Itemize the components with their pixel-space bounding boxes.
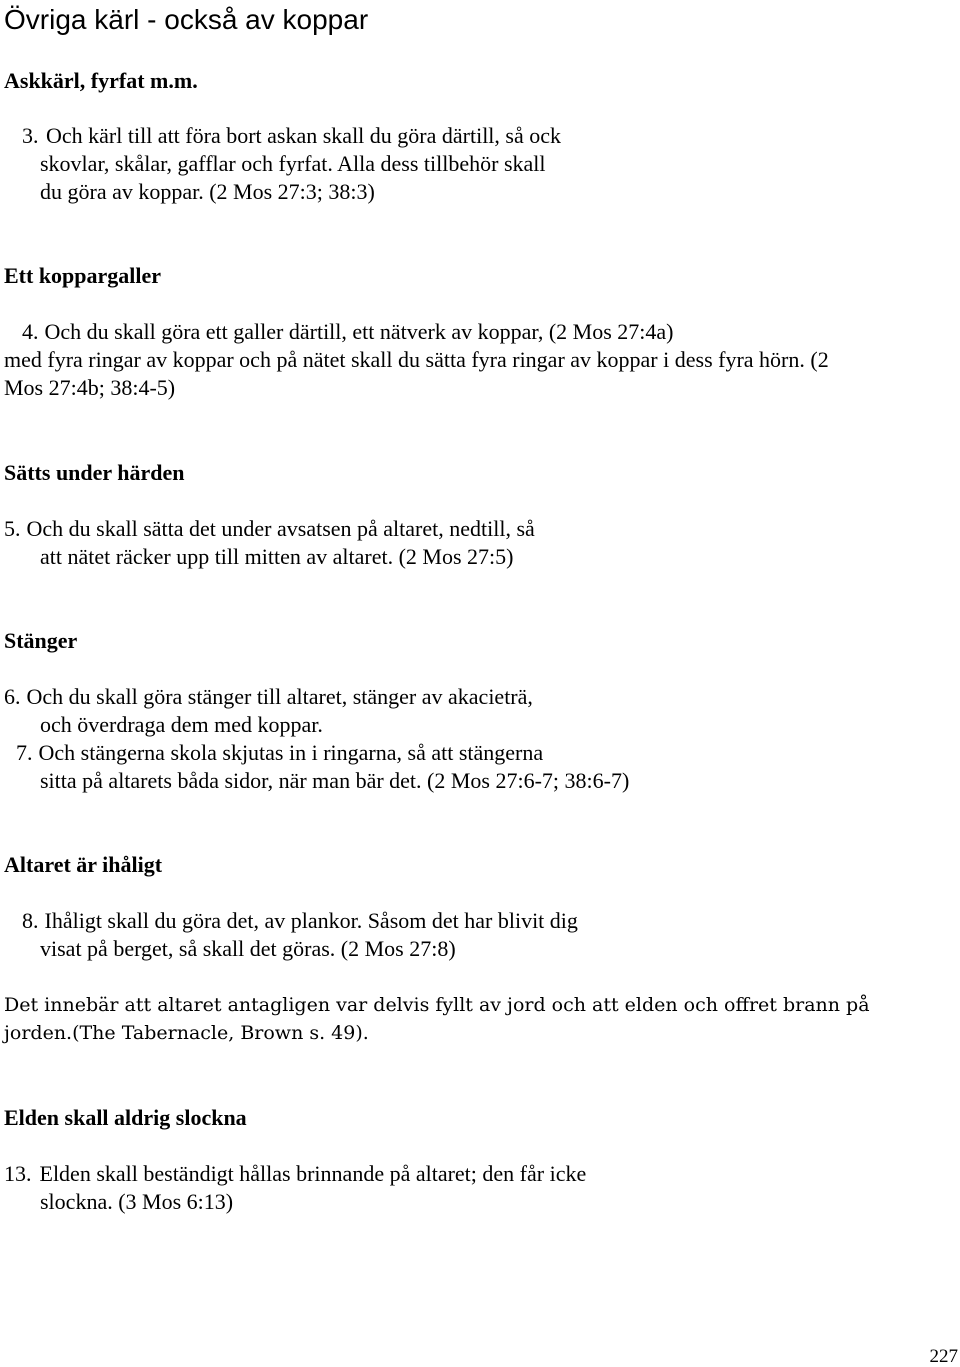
verse-line: [22, 122, 561, 150]
verse-number: 13.: [4, 1161, 32, 1186]
section-heading-askkarl: Askkärl, fyrfat m.m.: [4, 68, 198, 93]
verse-line: att nätet räcker upp till mitten av altaret. (2 Mos 27:5): [40, 544, 514, 569]
verse-line: [16, 739, 629, 767]
section-heading-satts-under-harden: Sätts under härden: [4, 460, 185, 485]
verse-line: slockna. (3 Mos 6:13): [40, 1189, 234, 1214]
verse-number: 8.: [22, 908, 39, 933]
section-heading-koppargaller: Ett koppargaller: [4, 263, 162, 288]
verse-7: [16, 739, 629, 795]
verse-4: [4, 318, 829, 402]
verse-text: Elden skall beständigt hållas brinnande på altaret; den får icke: [39, 1161, 587, 1186]
commentary-note: [4, 991, 870, 1047]
verse-number: 7.: [16, 740, 33, 765]
section-heading-altaret-ar-ihaligt: Altaret är ihåligt: [4, 852, 163, 877]
verse-line: sitta på altarets båda sidor, när man bär det. (2 Mos 27:6-7; 38:6-7): [40, 768, 630, 793]
verse-line: [4, 1160, 586, 1188]
verse-13: [4, 1160, 586, 1216]
verse-text: Och du skall göra ett galler därtill, ett nätverk av koppar, (2 Mos 27:4a): [44, 319, 674, 344]
verse-text: Och du skall göra stänger till altaret, stänger av akacieträ,: [26, 684, 533, 709]
verse-line: Mos 27:4b; 38:4-5): [4, 375, 176, 400]
verse-line: [22, 907, 578, 935]
note-line: Det innebär att altaret antagligen var delvis fyllt av jord och att elden och offret brann på: [4, 994, 870, 1016]
verse-line: med fyra ringar av koppar och på nätet skall du sätta fyra ringar av koppar i dess fyra hörn. (2: [4, 347, 829, 372]
verse-line: och överdraga dem med koppar.: [40, 712, 323, 737]
verse-line: [4, 683, 533, 711]
verse-line: skovlar, skålar, gafflar och fyrfat. Alla dess tillbehör skall: [40, 151, 546, 176]
page-number: 227: [929, 1346, 958, 1367]
verse-text: Och du skall sätta det under avsatsen på altaret, nedtill, så: [26, 516, 535, 541]
verse-number: 5.: [4, 516, 21, 541]
verse-line: [4, 318, 829, 346]
verse-3: [22, 122, 561, 206]
note-line: jorden.(The Tabernacle, Brown s. 49).: [4, 1022, 369, 1044]
verse-text: Och kärl till att föra bort askan skall du göra därtill, så ock: [46, 123, 562, 148]
verse-number: 6.: [4, 684, 21, 709]
verse-text: Ihåligt skall du göra det, av plankor. Såsom det har blivit dig: [44, 908, 578, 933]
verse-number: 4.: [22, 319, 39, 344]
verse-text: Och stängerna skola skjutas in i ringarna, så att stängerna: [38, 740, 544, 765]
verse-number: 3.: [22, 123, 39, 148]
verse-line: du göra av koppar. (2 Mos 27:3; 38:3): [40, 179, 375, 204]
verse-6: [4, 683, 533, 739]
verse-8: [22, 907, 578, 963]
section-heading-stanger: Stänger: [4, 628, 78, 653]
page-title: Övriga kärl - också av koppar: [4, 4, 369, 35]
verse-5: [4, 515, 535, 571]
section-heading-elden-skall-aldrig-slockna: Elden skall aldrig slockna: [4, 1105, 247, 1130]
verse-line: [4, 515, 535, 543]
verse-line: visat på berget, så skall det göras. (2 Mos 27:8): [40, 936, 456, 961]
